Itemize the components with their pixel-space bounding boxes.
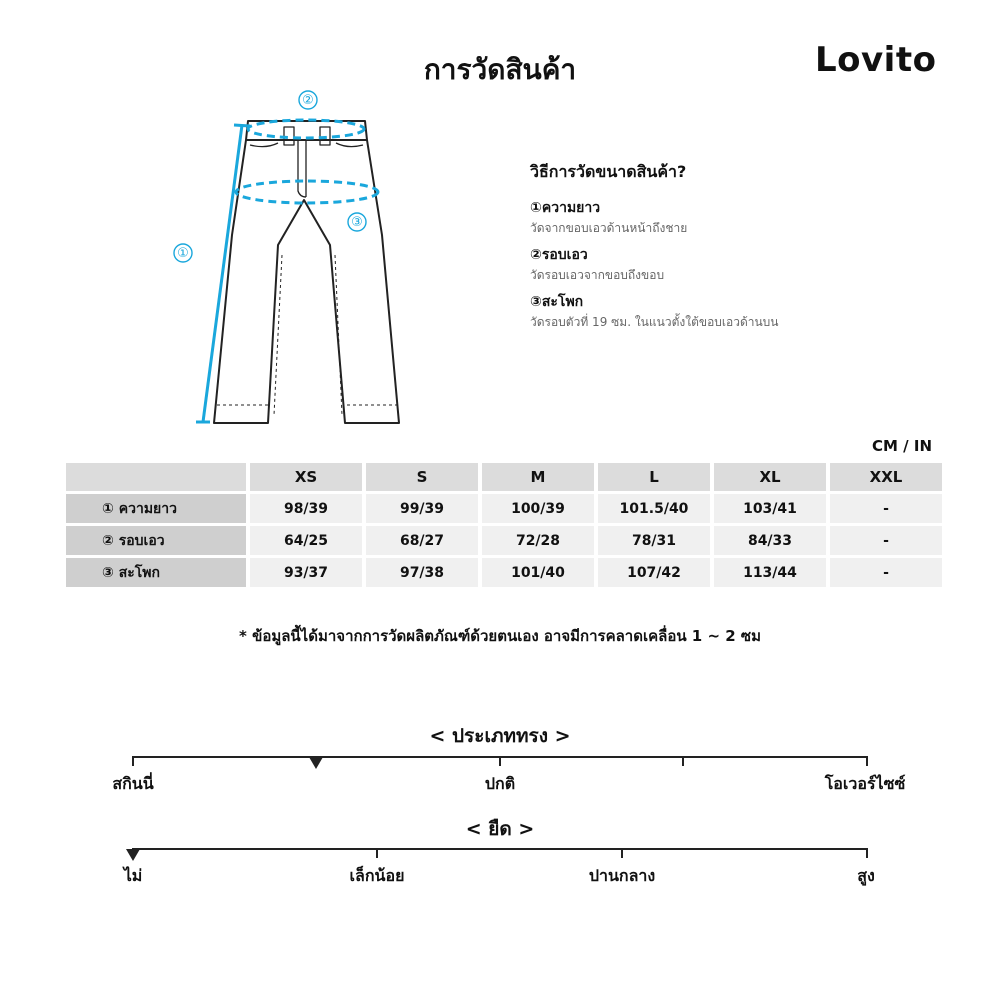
marker-waist: ② bbox=[302, 93, 314, 108]
table-cell: 68/27 bbox=[366, 526, 478, 555]
unit-label: CM / IN bbox=[872, 437, 932, 455]
stretch-scale-tick bbox=[376, 848, 378, 858]
stretch-label-slight: เล็กน้อย bbox=[349, 866, 405, 885]
table-header: XS bbox=[250, 463, 362, 491]
table-header: XXL bbox=[830, 463, 942, 491]
fit-label-skinny: สกินนี่ bbox=[112, 774, 154, 793]
table-row bbox=[66, 558, 942, 587]
guide-item-waist-desc: วัดรอบเอวจากขอบถึงขอบ bbox=[530, 268, 665, 282]
length-measure-line bbox=[203, 125, 242, 422]
stretch-scale-title: < ยืด > bbox=[465, 818, 535, 840]
fit-scale-title: < ประเภททรง > bbox=[429, 725, 571, 747]
fit-label-regular: ปกติ bbox=[484, 774, 516, 793]
stretch-label-none: ไม่ bbox=[123, 866, 143, 885]
table-cell: 98/39 bbox=[250, 494, 362, 523]
fit-scale-tick bbox=[499, 756, 501, 766]
table-cell: 93/37 bbox=[250, 558, 362, 587]
table-cell: 78/31 bbox=[598, 526, 710, 555]
table-cell: 101/40 bbox=[482, 558, 594, 587]
row-label: ① ความยาว bbox=[66, 494, 246, 523]
guide-item-length-desc: วัดจากขอบเอวด้านหน้าถึงชาย bbox=[530, 221, 688, 235]
fit-scale-marker bbox=[309, 757, 323, 769]
guide-item-waist-heading: ②รอบเอว bbox=[530, 247, 588, 263]
table-cell: 84/33 bbox=[714, 526, 826, 555]
stretch-scale-tick bbox=[866, 848, 868, 858]
table-cell: 103/41 bbox=[714, 494, 826, 523]
fit-label-oversize: โอเวอร์ไซซ์ bbox=[824, 774, 906, 793]
measure-guide bbox=[530, 160, 950, 338]
stretch-scale-tick bbox=[621, 848, 623, 858]
table-cell: 113/44 bbox=[714, 558, 826, 587]
waist-measure-line bbox=[248, 120, 364, 138]
table-header: S bbox=[366, 463, 478, 491]
marker-length: ① bbox=[177, 246, 189, 261]
stretch-scale-marker bbox=[126, 849, 140, 861]
hip-measure-line bbox=[236, 181, 378, 203]
brand-logo: Lovito bbox=[815, 40, 937, 80]
table-cell: 99/39 bbox=[366, 494, 478, 523]
stretch-label-high: สูง bbox=[857, 866, 875, 885]
table-cell: - bbox=[830, 558, 942, 587]
stretch-scale-line bbox=[132, 848, 868, 850]
fit-scale-tick bbox=[866, 756, 868, 766]
row-label: ② รอบเอว bbox=[66, 526, 246, 555]
table-cell: 97/38 bbox=[366, 558, 478, 587]
guide-question: วิธีการวัดขนาดสินค้า? bbox=[530, 162, 687, 181]
page-title: การวัดสินค้า bbox=[423, 53, 577, 86]
table-header: L bbox=[598, 463, 710, 491]
measurement-note: * ข้อมูลนี้ได้มาจากการวัดผลิตภัณฑ์ด้วยตนเอง อาจมีการคลาดเคลื่อน 1 ~ 2 ซม bbox=[239, 627, 761, 645]
guide-item-hip-desc: วัดรอบตัวที่ 19 ซม. ในแนวตั้งใต้ขอบเอวด้านบน bbox=[530, 315, 779, 329]
table-cell: 107/42 bbox=[598, 558, 710, 587]
stretch-label-medium: ปานกลาง bbox=[588, 866, 656, 885]
row-label: ③ สะโพก bbox=[66, 558, 246, 587]
guide-item-hip-heading: ③สะโพก bbox=[530, 294, 584, 310]
marker-hip: ③ bbox=[351, 215, 363, 230]
table-cell: - bbox=[830, 526, 942, 555]
fit-scale-tick bbox=[132, 756, 134, 766]
table-header-corner bbox=[66, 463, 246, 491]
table-header: M bbox=[482, 463, 594, 491]
pants-diagram bbox=[170, 85, 410, 430]
size-table bbox=[62, 460, 946, 590]
table-header: XL bbox=[714, 463, 826, 491]
table-cell: 100/39 bbox=[482, 494, 594, 523]
table-cell: - bbox=[830, 494, 942, 523]
guide-item-length-heading: ①ความยาว bbox=[530, 200, 601, 216]
fit-scale-tick bbox=[682, 756, 684, 766]
table-cell: 64/25 bbox=[250, 526, 362, 555]
table-row bbox=[66, 494, 942, 523]
table-cell: 72/28 bbox=[482, 526, 594, 555]
table-row bbox=[66, 526, 942, 555]
table-cell: 101.5/40 bbox=[598, 494, 710, 523]
table-header-row bbox=[66, 463, 942, 491]
